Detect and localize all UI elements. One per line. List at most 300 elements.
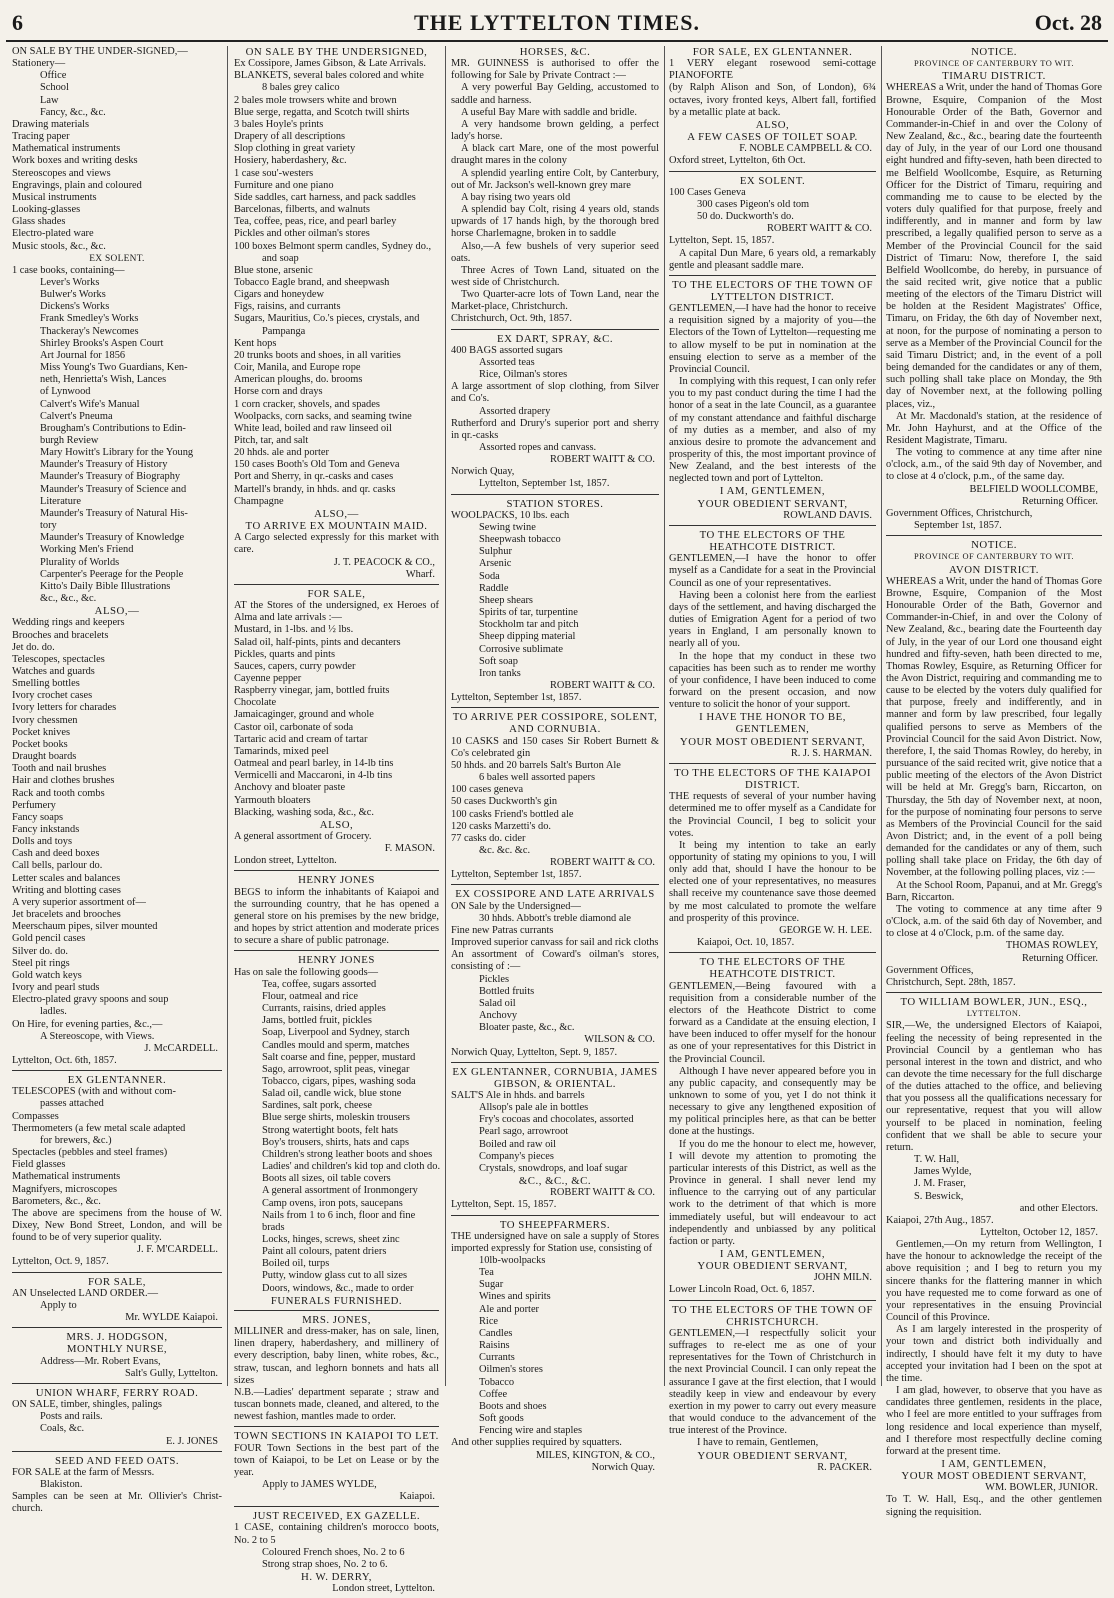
- ad-line: 6 bales well assorted papers: [479, 772, 595, 784]
- advertisement: [234, 954, 439, 1311]
- ad-line: Spirits of tar, turpentine: [479, 607, 578, 619]
- ad-line: Has on sale the following goods—: [234, 966, 379, 978]
- ad-line: Blue serge, regatta, and Scotch twill shirts: [234, 106, 410, 118]
- ad-line: ROBERT WAITT & CO.: [549, 1187, 655, 1199]
- ad-line: Jet bracelets and brooches: [12, 909, 121, 921]
- ad-line: WHEREAS a Writ, under the hand of Thomas Gore Browne, Esquire, Companion of the Most Honourable Order of the Bath, Governor and Commander-in-Chief, in and over the Colony of New Zealand, &c., bearing date the Fourteenth day of July, in the year of our Lord one thousand eight hundred and fifty-seven, hath been directed to me, Thomas Rowley, Esquire, as Returning Officer for the Avon District, requiring and commanding me to cause to be elected by the voters duly qualified for that purpose, freely and indifferently, and in manner and form by law prescribed, four legally qualified persons to serve as Members of the Provincial Council for the said Avon District. Now, therefore, I, the said Thomas Rowley, do hereby, in pursuance of the said recited writ, give notice that a public meeting of the electors of the Avon District will be held at Mr. Gregg's barn, Riccarton, on Thursday, the 5th day of November next, at noon, for the purpose of nominating four persons to serve as Members of the Provincial Council for the said Avon District; and, in the event of a poll being demanded for the candidates or any of them, such polling shall take place on Friday, the 6th day of November, at the following polling places, viz :—: [886, 575, 1102, 879]
- ad-line: Doors, windows, &c., made to order: [262, 1282, 414, 1294]
- ad-line: Electro-plated ware: [12, 228, 94, 240]
- ad-line: F. MASON.: [384, 843, 435, 855]
- ad-line: Currants: [479, 1352, 515, 1364]
- column-rule: [664, 46, 665, 1386]
- ad-line: Maunder's Treasury of Science and: [40, 483, 187, 495]
- ad-heading: TO WILLIAM BOWLER, JUN., ESQ.,: [900, 996, 1088, 1009]
- ad-line: Candles: [479, 1327, 513, 1339]
- ad-line: Compasses: [12, 1110, 59, 1122]
- ad-line: On Hire, for evening parties, &c.,—: [12, 1018, 163, 1030]
- ad-line: Ale and porter: [479, 1303, 540, 1315]
- ad-line: Tamarinds, mixed peel: [234, 745, 329, 757]
- ad-line: Drawing materials: [12, 118, 90, 130]
- ad-line: Bulwer's Works: [40, 289, 106, 301]
- ad-line: 10 CASKS and 150 cases Sir Robert Burnett & Co's celebrated gin: [451, 735, 659, 759]
- ad-heading: STATION STORES.: [506, 497, 604, 510]
- ad-line: Watches and guards: [12, 665, 95, 677]
- ad-line: Martell's brandy, in hhds. and qr. casks: [234, 483, 396, 495]
- ad-line: 30 hhds. Abbott's treble diamond ale: [479, 912, 631, 924]
- ad-line: Steel pit rings: [12, 957, 70, 969]
- advertisement: [886, 996, 1102, 1522]
- ad-line: Hair and clothes brushes: [12, 775, 115, 787]
- ad-line: SIR,—We, the undersigned Electors of Kaiapoi, feeling the necessity of being represented in the Provincial Council by a gentleman who has personal interest in the town and district, and who can devote the time necessary for the full discharge of the duties attached to the office, and believing that you possess all the qualifications necessary for our representative, request that you will allow yourself to be placed in nomination, feeling confident that we shall be able to secure your return.: [886, 1020, 1102, 1153]
- ad-line: Rutherford and Drury's superior port and sherry in qr.-casks: [451, 417, 659, 441]
- ad-line: If you do me the honour to elect me, however, I will devote my attention to promoting the particular interests of this District, as well as the Province in general. I shall never lend my influence to the carrying out of any particular work to the detriment of that which is more immediately useful, but will endeavour to act independently and unbiassed by any political faction or party.: [669, 1138, 876, 1247]
- ad-line: GENTLEMEN,—I respectfully solicit your suffrages to re-elect me as one of your representatives for the Town of Christchurch in the next Provincial Council. I can only repeat the assurance I gave at the first election, that I would steadily keep in view and endeavour by every exertion in my power to carry out every measure that would conduce to the advancement of the true interest of the Province.: [669, 1327, 876, 1437]
- ad-line: Miss Young's Two Guardians, Ken-: [40, 362, 188, 374]
- ad-line: Sardines, salt pork, cheese: [262, 1100, 372, 1112]
- ad-line: FUNERALS FURNISHED.: [270, 1294, 403, 1307]
- ad-line: Boiled oil, turps: [262, 1258, 330, 1270]
- ad-heading: MRS. JONES,: [302, 1313, 371, 1326]
- ad-line: FOR SALE at the farm of Messrs.: [12, 1466, 155, 1478]
- ad-line: YOUR MOST OBEDIENT SERVANT,: [679, 735, 866, 748]
- ad-line: Soft soap: [479, 655, 518, 667]
- advertisement: [451, 711, 659, 885]
- ad-line: Pickles: [479, 973, 510, 985]
- advertisement: [669, 175, 876, 276]
- ad-line: Frank Smedley's Works: [40, 313, 139, 325]
- advertisement: [234, 588, 439, 872]
- ad-line: 1 VERY elegant rosewood semi-cottage PIANOFORTE: [669, 58, 876, 82]
- column-3: [451, 46, 659, 1473]
- ad-line: BLANKETS, several bales colored and white: [234, 70, 424, 82]
- ad-line: Jamaicaginger, ground and whole: [234, 709, 374, 721]
- ad-line: Maunder's Treasury of Biography: [40, 471, 181, 483]
- ad-line: and soap: [262, 252, 299, 264]
- advertisement: [669, 767, 876, 953]
- ad-line: The voting to commence at any time after 9 o'Clock, a.m. of the said 6th day of November, and to close at 4 o'Clock, p.m. of the same day.: [886, 903, 1102, 940]
- ad-line: As I am largely interested in the prosperity of your town and district both individually and indirectly, I should have felt it my duty to have accepted your invitation had I been on the spot at the time.: [886, 1324, 1102, 1384]
- ad-line: Putty, window glass cut to all sizes: [262, 1270, 408, 1282]
- ad-line: GEORGE W. H. LEE.: [779, 924, 872, 936]
- ad-line: GENTLEMEN,—I have the honor to offer myself as a Candidate for a seat in the Provincial Council as one of your representatives.: [669, 553, 876, 589]
- ad-line: Kitto's Daily Bible Illustrations: [40, 580, 171, 592]
- ad-line: JOHN MILN.: [813, 1272, 872, 1284]
- advertisement: [12, 46, 222, 1071]
- ad-line: Sewing twine: [479, 521, 536, 533]
- ad-line: THOMAS ROWLEY,: [1005, 940, 1098, 952]
- ad-line: Telescopes, spectacles: [12, 653, 105, 665]
- ad-line: BEGS to inform the inhabitants of Kaiapoi and the surrounding country, that he has opened a general store on his premises by the new bridge, and hopes by strict attention and moderate prices to secure a share of public patronage.: [234, 886, 439, 947]
- ad-line: 1 corn cracker, shovels, and spades: [234, 398, 380, 410]
- newspaper-title: THE LYTTELTON TIMES.: [414, 10, 700, 35]
- ad-heading: TO THE ELECTORS OF THE HEATHCOTE DISTRICT.: [699, 956, 846, 981]
- ad-line: Kent hops: [234, 337, 277, 349]
- ad-line: S. Beswick,: [914, 1190, 964, 1202]
- ad-line: I AM, GENTLEMEN,: [719, 485, 826, 498]
- ad-line: Barometers, &c., &c.: [12, 1195, 101, 1207]
- ad-line: Sheepwash tobacco: [479, 534, 561, 546]
- ad-line: Having been a colonist here from the earliest days of the settlement, and having discharged the duties of Emigration Agent for a period of two years in England, I am personally known to nearly all of you.: [669, 589, 876, 650]
- ad-line: ROBERT WAITT & CO.: [549, 679, 655, 691]
- ad-line: Stockholm tar and pitch: [479, 619, 579, 631]
- ad-line: Pampanga: [262, 325, 306, 337]
- ad-line: H. W. DERRY,: [301, 1571, 372, 1584]
- ad-heading: EX DART, SPRAY, &C.: [496, 332, 614, 345]
- ad-line: Anchovy: [479, 1010, 518, 1022]
- ad-line: Thermometers (a few metal scale adapted: [12, 1122, 186, 1134]
- ad-line: Gold pencil cases: [12, 933, 86, 945]
- ad-line: Fancy inkstands: [12, 824, 80, 835]
- ad-line: TO ARRIVE EX MOUNTAIN MAID.: [245, 520, 428, 533]
- ad-line: Bottled fruits: [479, 985, 535, 997]
- ad-line: Castor oil, carbonate of soda: [234, 721, 354, 733]
- ad-line: To T. W. Hall, Esq., and the other gentlemen signing the requisition.: [886, 1494, 1102, 1518]
- ad-line: Musical instruments: [12, 191, 97, 203]
- ad-line: Perfumery: [12, 799, 56, 811]
- ad-line: Kaiapoi.: [399, 1491, 435, 1503]
- ad-line: Assorted ropes and canvass.: [479, 442, 597, 453]
- ad-line: Fencing wire and staples: [479, 1425, 583, 1437]
- ad-line: Calvert's Wife's Manual: [40, 398, 140, 410]
- ad-line: 100 cases geneva: [451, 784, 524, 796]
- ad-line: Maunder's Treasury of Knowledge: [40, 532, 185, 544]
- advertisement: [669, 1304, 876, 1477]
- ad-line: Locks, hinges, screws, sheet zinc: [262, 1234, 400, 1245]
- issue-date: Oct. 28: [1034, 10, 1102, 35]
- ad-line: Dolls and toys: [12, 836, 73, 848]
- ad-line: Cayenne pepper: [234, 672, 302, 684]
- ad-line: tory: [40, 520, 57, 532]
- ad-line: ALSO,: [755, 118, 790, 131]
- ad-line: Boots and shoes: [479, 1400, 547, 1412]
- ad-line: AT the Stores of the undersigned, ex Heroes of Alma and late arrivals :—: [234, 600, 439, 624]
- ad-line: YOUR OBEDIENT SERVANT,: [697, 1260, 848, 1273]
- ad-heading: HORSES, &C.: [519, 46, 591, 58]
- ad-line: Calvert's Pneuma: [40, 410, 113, 422]
- ad-line: neth, Henrietta's Wish, Lances: [40, 374, 167, 386]
- ad-line: Lyttelton, September 1st, 1857.: [451, 692, 582, 704]
- ad-line: Strong watertight boots, felt hats: [262, 1124, 398, 1136]
- ad-line: Oatmeal and pearl barley, in 14-lb tins: [234, 758, 394, 770]
- ad-line: Literature: [40, 495, 81, 507]
- ad-line: Stereoscopes and views: [12, 167, 111, 179]
- ad-heading: FOR SALE,: [307, 587, 366, 600]
- ad-line: 50 hhds. and 20 barrels Salt's Burton Ale: [451, 759, 621, 771]
- ad-line: AVON DISTRICT.: [949, 563, 1039, 576]
- ad-line: Chocolate: [234, 697, 277, 709]
- ad-line: Oilmen's stores: [479, 1364, 543, 1376]
- ad-heading: MRS. J. HODGSON,: [66, 1331, 168, 1344]
- ad-line: Salad oil, half-pints, pints and decanters: [234, 636, 401, 648]
- advertisement: [451, 888, 659, 1062]
- ad-line: Coir, Manila, and Europe rope: [234, 362, 361, 374]
- ad-line: Pocket books: [12, 738, 68, 750]
- ad-line: The above are specimens from the house of W. Dixey, New Bond Street, London, and will be found to be of very superior quality.: [12, 1207, 222, 1244]
- ad-line: Fry's cocoas and chocolates, assorted: [479, 1114, 634, 1126]
- ad-line: F. NOBLE CAMPBELL & CO.: [739, 143, 872, 155]
- ad-heading: TO THE ELECTORS OF THE TOWN OF LYTTELTON DISTRICT.: [672, 278, 873, 303]
- ad-line: 1 case sou'-westers: [234, 167, 314, 179]
- ad-line: A very handsome brown gelding, a perfect lady's horse.: [451, 118, 659, 143]
- ad-heading: NOTICE.: [971, 46, 1017, 58]
- ad-line: Glass shades: [12, 216, 66, 228]
- ad-line: Lyttelton, September 1st, 1857.: [451, 869, 582, 881]
- ad-line: Tobacco, cigars, pipes, washing soda: [262, 1075, 416, 1087]
- ad-line: Kaiapoi, 27th Aug., 1857.: [886, 1214, 994, 1226]
- ad-line: WM. BOWLER, JUNIOR.: [985, 1482, 1098, 1494]
- ad-line: Posts and rails.: [40, 1411, 103, 1423]
- ad-line: Tracing paper: [12, 131, 70, 143]
- ad-heading: EX SOLENT.: [739, 174, 806, 187]
- ad-line: THE requests of several of your number having determined me to offer myself as a Candidate for the Provincial Council, I beg to solicit your votes.: [669, 791, 876, 839]
- ad-heading: EX COSSIPORE AND LATE ARRIVALS: [455, 888, 655, 901]
- ad-line: Music stools, &c., &c.: [12, 240, 106, 252]
- ad-line: E. J. JONES: [166, 1435, 218, 1447]
- ad-heading: EX GLENTANNER, CORNUBIA, JAMES GIBSON, & ORIENTAL.: [452, 1065, 658, 1090]
- ad-line: and other Electors.: [1019, 1202, 1098, 1214]
- ad-line: A splendid bay Colt, rising 4 years old, stands upwards of 17 hands high, by the thorough bred horse Charlemagne, broken in to saddle: [451, 204, 659, 240]
- column-1: [12, 46, 222, 1515]
- ad-line: Brougham's Contributions to Edin-: [40, 422, 186, 434]
- ad-line: Plurality of Worlds: [40, 556, 120, 568]
- ad-line: I am glad, however, to observe that you have as candidates three gentlemen, residents in the place, who I feel are more entitled to your suffrages from long residence and local experience than myself, and I therefore most respectfully decline coming forward at the present time.: [886, 1385, 1102, 1457]
- ad-line: ALSO,: [319, 818, 354, 831]
- ad-line: Lyttelton, Oct. 6th, 1857.: [12, 1054, 117, 1066]
- ad-line: 300 cases Pigeon's old tom: [697, 198, 810, 210]
- ad-line: Field glasses: [12, 1159, 66, 1171]
- column-2: [234, 46, 441, 1595]
- ad-line: Returning Officer.: [1022, 952, 1098, 964]
- ad-line: 150 cases Booth's Old Tom and Geneva: [234, 459, 400, 471]
- ad-line: Yarmouth bloaters: [234, 794, 311, 806]
- ad-line: Christchurch, Oct. 9th, 1857.: [451, 313, 572, 325]
- page-number: 6: [12, 10, 23, 35]
- ad-line: YOUR OBEDIENT SERVANT,: [697, 497, 848, 510]
- ad-line: Draught boards: [12, 751, 77, 763]
- ad-line: MONTHLY NURSE,: [66, 1343, 168, 1356]
- column-rule: [227, 46, 228, 1386]
- advertisement: [234, 1314, 439, 1427]
- ad-line: Working Men's Friend: [40, 544, 134, 556]
- ad-line: TELESCOPES (with and without com-: [12, 1086, 176, 1098]
- ad-line: Raddle: [479, 582, 509, 594]
- ad-line: Allsop's pale ale in bottles: [479, 1102, 589, 1114]
- ad-line: I HAVE THE HONOR TO BE, GENTLEMEN,: [699, 711, 846, 736]
- ad-line: &c. &c. &c.: [479, 845, 531, 856]
- ad-line: Iron tanks: [479, 667, 521, 679]
- ad-line: Sugars, Mauritius, Co.'s pieces, crystals, and: [234, 313, 420, 325]
- ad-line: Salad oil: [479, 997, 516, 1009]
- ad-heading: TO THE ELECTORS OF THE HEATHCOTE DISTRICT.: [699, 528, 846, 554]
- ad-line: 100 Cases Geneva: [669, 186, 746, 198]
- ad-line: Gold watch keys: [12, 969, 82, 981]
- ad-line: &C., &C., &C.: [518, 1175, 592, 1188]
- ad-line: 50 cases Duckworth's gin: [451, 796, 558, 808]
- ad-line: ALSO,—: [94, 605, 140, 618]
- ad-line: Horse corn and drays: [234, 386, 323, 398]
- ad-heading: EX GLENTANNER.: [67, 1074, 167, 1087]
- ad-line: Boiled and raw oil: [479, 1138, 557, 1150]
- ad-line: Lyttelton, Oct. 9, 1857.: [12, 1256, 109, 1268]
- ad-line: 100 boxes Belmont sperm candles, Sydney do.,: [234, 240, 432, 252]
- ad-line: Boy's trousers, shirts, hats and caps: [262, 1136, 410, 1148]
- ad-line: Nails from 1 to 6 inch, floor and fine: [262, 1209, 416, 1221]
- ad-line: A Cargo selected expressly for this market with care.: [234, 532, 439, 556]
- ad-line: Blue serge shirts, moleskin trousers: [262, 1112, 410, 1124]
- ad-line: of Lynwood: [40, 386, 91, 398]
- advertisement: [234, 46, 439, 585]
- ad-line: Apply to: [40, 1299, 77, 1311]
- ad-line: Lyttelton, Sept. 15, 1857.: [669, 235, 775, 247]
- ad-line: Tobacco: [479, 1376, 515, 1388]
- ad-line: Writing and blotting cases: [12, 884, 121, 896]
- ad-line: Champagne: [234, 495, 284, 507]
- ad-line: I AM, GENTLEMEN,: [719, 1248, 826, 1260]
- ad-line: Strong strap shoes, No. 2 to 6.: [262, 1558, 388, 1570]
- ad-line: AN Unselected LAND ORDER.—: [12, 1287, 159, 1299]
- ad-line: A Stereoscope, with Views.: [40, 1030, 155, 1042]
- ad-line: Ivory and pearl studs: [12, 982, 100, 994]
- ad-line: ROBERT WAITT & CO.: [549, 454, 655, 466]
- ad-line: Mr. WYLDE Kaiapoi.: [125, 1312, 218, 1324]
- ad-line: R. J. S. HARMAN.: [790, 747, 872, 759]
- ad-heading: TO SHEEPFARMERS.: [499, 1218, 611, 1231]
- ad-line: ROBERT WAITT & CO.: [766, 223, 872, 235]
- ad-line: J. T. PEACOCK & CO.,: [333, 556, 435, 568]
- ad-line: 20 hhds. ale and porter: [234, 447, 329, 459]
- ad-line: Woolpacks, corn sacks, and seaming twine: [234, 410, 412, 422]
- ad-line: 20 trunks boots and shoes, in all varities: [234, 349, 401, 361]
- ad-line: Norwich Quay,: [451, 466, 515, 478]
- ad-line: Two Quarter-acre lots of Town Land, near the Market-place, Christchurch.: [451, 289, 659, 313]
- ad-line: A general assortment of Ironmongery: [262, 1185, 418, 1197]
- ad-line: Oxford street, Lyttelton, 6th Oct.: [669, 155, 806, 167]
- ad-heading: UNION WHARF, FERRY ROAD.: [35, 1386, 199, 1399]
- ad-line: Cigars and honeydew: [234, 289, 325, 301]
- ad-line: School: [40, 82, 69, 94]
- advertisement: [669, 46, 876, 172]
- ad-line: Jams, bottled fruit, pickles: [262, 1015, 372, 1027]
- ad-line: September 1st, 1857.: [914, 520, 1002, 532]
- advertisement: [12, 1074, 222, 1273]
- advertisement: [12, 1331, 222, 1384]
- masthead: [6, 6, 1108, 42]
- ad-line: Rice, Oilman's stores: [479, 369, 568, 381]
- ad-line: N.B.—Ladies' department separate ; straw and tuscan bonnets made, cleaned, and altered, to the newest fashion, mantles made to order.: [234, 1386, 439, 1423]
- ad-line: burgh Review: [40, 435, 99, 446]
- ad-line: brads: [262, 1221, 285, 1233]
- ad-line: Blue stone, arsenic: [234, 264, 313, 276]
- ad-line: 120 casks Marzetti's do.: [451, 820, 551, 832]
- ad-heading: ON SALE BY THE UNDERSIGNED,: [245, 46, 428, 58]
- ad-line: 2 bales mole trowsers white and brown: [234, 94, 397, 106]
- ad-line: Barcelonas, filberts, and walnuts: [234, 204, 370, 216]
- ad-line: WILSON & CO.: [584, 1034, 655, 1046]
- ad-line: Cash and deed boxes: [12, 848, 100, 860]
- ad-line: Crystals, snowdrops, and loaf sugar: [479, 1162, 628, 1174]
- ad-line: Pearl sago, arrowroot: [479, 1126, 569, 1138]
- ad-line: A useful Bay Mare with saddle and bridle.: [461, 106, 638, 118]
- column-5: [886, 46, 1102, 1518]
- ad-line: PROVINCE OF CANTERBURY TO WIT.: [914, 552, 1074, 562]
- ad-line: Letter scales and balances: [12, 872, 121, 884]
- ad-line: Mathematical instruments: [12, 143, 121, 155]
- ad-heading: FOR SALE, EX GLENTANNER.: [692, 46, 853, 58]
- ad-line: YOUR OBEDIENT SERVANT,: [697, 1449, 848, 1462]
- ad-line: Fine new Patras currants: [451, 924, 554, 936]
- ad-line: Ivory crochet cases: [12, 690, 93, 702]
- ad-line: Maunder's Treasury of History: [40, 459, 168, 471]
- advertisement: [886, 539, 1102, 993]
- ad-line: Norwich Quay.: [591, 1461, 655, 1473]
- ad-line: 8 bales grey calico: [262, 82, 340, 94]
- ad-line: Flour, oatmeal and rice: [262, 990, 358, 1002]
- ad-line: In complying with this request, I can only refer you to my past conduct during the time I had the honor of a seat in the late Council, as a guarantee of my constant attendance and faithful discharge of my duties as a member, and also of my anxious desire to promote the advancement and prosperity of this, the most important province of New Zealand, and the best interests of the neglected town and port of Lyttelton.: [669, 376, 876, 485]
- ad-line: White lead, boiled and raw linseed oil: [234, 422, 392, 434]
- ad-line: Assorted teas: [479, 356, 535, 368]
- ad-line: Candles mould and sperm, matches: [262, 1039, 410, 1051]
- ad-line: Slop clothing in great variety: [234, 143, 356, 155]
- ad-line: Lyttelton, October 12, 1857.: [980, 1227, 1098, 1238]
- ad-line: GENTLEMEN,—I have had the honor to receive a requisition signed by a majority of you—the Electors of the Town of Lyttelton—requesting me to allow myself to be put in nomination at the ensuing election to serve as a member of the Provincial Council.: [669, 303, 876, 375]
- ad-line: Maunder's Treasury of Natural His-: [40, 507, 188, 519]
- ad-line: MR. GUINNESS is authorised to offer the following for Sale by Private Contract :—: [451, 58, 659, 82]
- ad-line: The voting to commence at any time after nine o'clock, a.m., of the said 9th day of November, and to close at 4 o'clock, p.m., of the same day.: [886, 447, 1102, 483]
- ad-line: Tartaric acid and cream of tartar: [234, 733, 368, 745]
- ad-line: Samples can be seen at Mr. Ollivier's Christ-church.: [12, 1491, 222, 1515]
- ad-line: Tooth and nail brushes: [12, 763, 107, 775]
- ad-line: Pocket knives: [12, 726, 71, 738]
- ad-line: Ivory chessmen: [12, 714, 78, 726]
- ad-line: MILES, KINGTON, & CO.,: [535, 1449, 655, 1461]
- ad-line: ROBERT WAITT & CO.: [549, 857, 655, 869]
- ad-line: Electro-plated gravy spoons and soup: [12, 994, 169, 1006]
- ad-line: Returning Officer.: [1022, 495, 1098, 507]
- ad-line: Hosiery, haberdashery, &c.: [234, 155, 347, 167]
- ad-line: Lower Lincoln Road, Oct. 6, 1857.: [669, 1284, 815, 1296]
- ad-line: Pickles, quarts and pints: [234, 648, 336, 660]
- ad-line: Coloured French shoes, No. 2 to 6: [262, 1546, 405, 1558]
- ad-line: Pickles and other oilman's stores: [234, 228, 370, 240]
- ad-line: ON Sale by the Undersigned—: [451, 900, 581, 912]
- ad-line: 50 do. Duckworth's do.: [697, 211, 794, 223]
- ad-line: ON SALE BY THE UNDER-SIGNED,—: [12, 46, 188, 57]
- ad-line: T. W. Hall,: [914, 1154, 960, 1166]
- ad-line: Fancy, &c., &c.: [40, 106, 106, 118]
- ad-line: A splendid yearling entire Colt, by Canterbury, out of Mr. Jackson's well-known grey mare: [451, 167, 659, 191]
- ad-line: LYTTELTON.: [966, 1009, 1022, 1019]
- ad-line: Magnifyers, microscopes: [12, 1183, 118, 1195]
- ad-line: Soft goods: [479, 1413, 524, 1425]
- ad-line: ladles.: [40, 1006, 67, 1018]
- ad-line: A general assortment of Grocery.: [234, 831, 372, 842]
- ad-line: Camp ovens, iron pots, saucepans: [262, 1197, 403, 1209]
- ad-line: Mary Howitt's Library for the Young: [40, 447, 194, 459]
- ad-line: Brooches and bracelets: [12, 629, 109, 641]
- ad-line: Dickens's Works: [40, 301, 110, 313]
- ad-heading: TO THE ELECTORS OF THE TOWN OF CHRISTCHURCH.: [672, 1303, 873, 1328]
- ad-line: Apply to JAMES WYLDE,: [262, 1478, 377, 1490]
- ad-line: Figs, raisins, and currants: [234, 301, 341, 313]
- ad-line: Carpenter's Peerage for the People: [40, 568, 184, 580]
- ad-line: Anchovy and bloater paste: [234, 782, 346, 794]
- ad-line: Mustard, in 1-lbs. and ½ lbs.: [234, 624, 354, 636]
- ad-line: 10lb-woolpacks: [479, 1255, 546, 1266]
- ad-line: Wharf.: [405, 568, 435, 580]
- ad-line: Tea: [479, 1267, 494, 1279]
- column-rule: [445, 46, 446, 1386]
- advertisement: [12, 1455, 222, 1519]
